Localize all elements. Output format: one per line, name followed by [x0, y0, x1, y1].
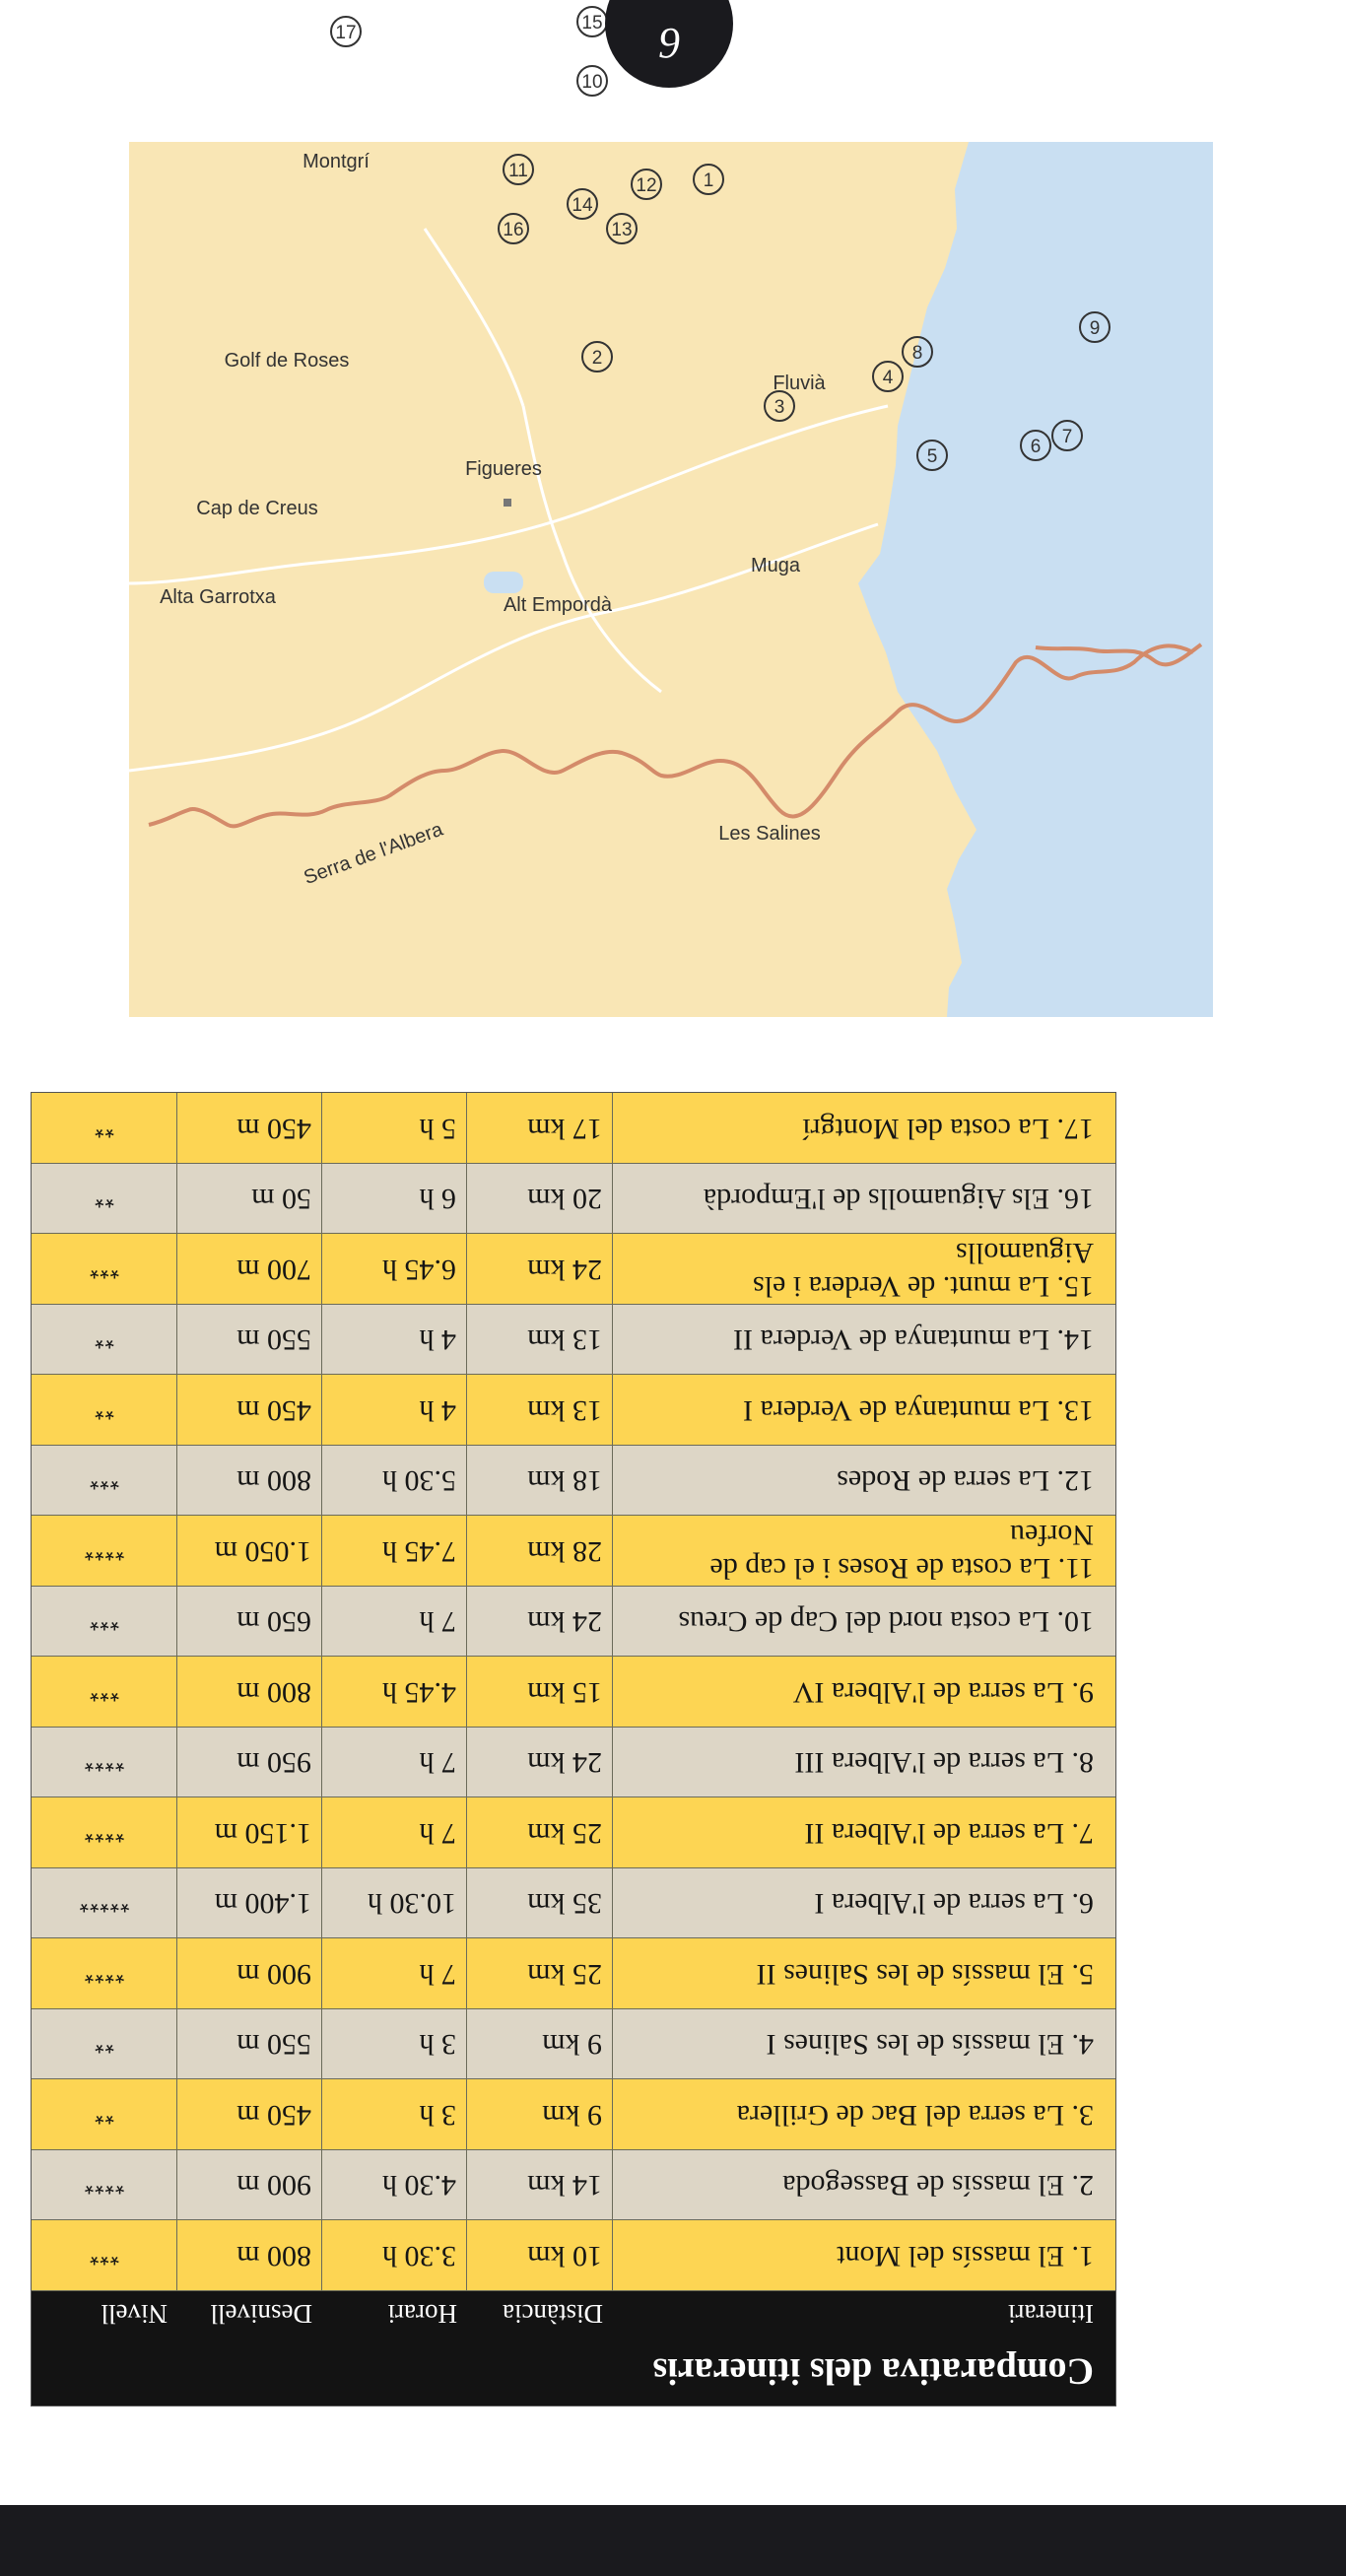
- cell-horari: 4 h: [322, 1305, 467, 1375]
- table-row: [32, 1939, 1115, 2010]
- cell-dist: 18 km: [467, 1446, 613, 1516]
- cell-desnivell: 650 m: [177, 1587, 322, 1657]
- marker-label: 8: [911, 343, 923, 364]
- marker-10: [577, 66, 607, 96]
- marker-label: 3: [774, 397, 785, 418]
- cell-desnivell: 1.400 m: [177, 1868, 322, 1938]
- marker-15: [577, 7, 607, 36]
- cell-name: 11. La costa de Roses i el cap de Norfeu: [709, 1518, 1094, 1585]
- marker-label: 15: [581, 13, 603, 34]
- cell-name: 8. La serra de l'Albera III: [794, 1746, 1094, 1780]
- lake: [484, 572, 523, 593]
- table-row: [32, 2150, 1115, 2221]
- label-muga: Muga: [750, 555, 801, 576]
- marker-label: 4: [882, 368, 894, 388]
- table-row: [32, 1235, 1115, 1306]
- table-row: [32, 1305, 1115, 1376]
- cell-dist: 24 km: [467, 1235, 613, 1305]
- cell-name: 1. El massís del Mont: [837, 2239, 1094, 2272]
- cell-nivell: ***: [32, 1658, 177, 1728]
- cell-dist: 35 km: [467, 1868, 613, 1938]
- header-itinerari: Itinerari: [1008, 2299, 1094, 2330]
- cell-name: 13. La muntanya de Verdera I: [743, 1393, 1094, 1427]
- table-body: [32, 1094, 1115, 2292]
- cell-horari: 5.30 h: [322, 1446, 467, 1516]
- marker-label: 5: [926, 446, 938, 467]
- cell-horari: 4.45 h: [322, 1658, 467, 1728]
- cell-dist: 17 km: [467, 1094, 613, 1164]
- marker-label: 16: [503, 220, 524, 240]
- marker-label: 1: [703, 170, 714, 191]
- cell-dist: 25 km: [467, 1939, 613, 2009]
- cell-dist: 9 km: [467, 2080, 613, 2150]
- label-alta-garrotxa: Alta Garrotxa: [160, 586, 276, 608]
- cell-nivell: ***: [32, 1446, 177, 1516]
- cell-nivell: **: [32, 1305, 177, 1375]
- cell-nivell: ***: [32, 1235, 177, 1305]
- cell-desnivell: 450 m: [177, 1094, 322, 1164]
- itineraries-table: [31, 1093, 1116, 2407]
- cell-desnivell: 550 m: [177, 1305, 322, 1375]
- cell-desnivell: 450 m: [177, 2080, 322, 2150]
- marker-label: 14: [572, 195, 593, 216]
- table-row: [32, 1658, 1115, 1729]
- table-row: [32, 1587, 1115, 1658]
- cell-desnivell: 1.150 m: [177, 1798, 322, 1868]
- cell-dist: 20 km: [467, 1164, 613, 1234]
- cell-nivell: ****: [32, 2150, 177, 2220]
- cell-name: 4. El massís de les Salines I: [766, 2028, 1094, 2062]
- cell-dist: 13 km: [467, 1376, 613, 1446]
- marker-label: 6: [1030, 437, 1042, 457]
- cell-desnivell: 900 m: [177, 1939, 322, 2009]
- label-alt-emporda: Alt Empordà: [503, 594, 613, 616]
- cell-name: 7. La serra de l'Albera II: [804, 1816, 1094, 1850]
- marker-label: 13: [611, 220, 633, 240]
- cell-dist: 15 km: [467, 1658, 613, 1728]
- marker-label: 11: [508, 161, 528, 181]
- cell-horari: 7 h: [322, 1939, 467, 2009]
- marker-label: 7: [1061, 427, 1073, 447]
- cell-name: 5. El massís de les Salines II: [756, 1957, 1094, 1991]
- cell-nivell: **: [32, 1376, 177, 1446]
- marker-label: 9: [1089, 318, 1101, 339]
- cell-horari: 6.45 h: [322, 1235, 467, 1305]
- cell-name: 2. El massís de Bassegoda: [782, 2169, 1094, 2203]
- cell-dist: 25 km: [467, 1798, 613, 1868]
- table-row: [32, 1094, 1115, 1165]
- cell-nivell: **: [32, 1164, 177, 1234]
- cell-nivell: ****: [32, 1728, 177, 1797]
- cell-name: 14. La muntanya de Verdera II: [733, 1323, 1094, 1357]
- cell-horari: 3 h: [322, 2080, 467, 2150]
- cell-nivell: ****: [32, 1939, 177, 2009]
- label-fluvia: Fluvià: [773, 373, 826, 394]
- cell-desnivell: 50 m: [177, 1164, 322, 1234]
- label-golf-roses: Golf de Roses: [224, 350, 350, 372]
- cell-horari: 7 h: [322, 1587, 467, 1657]
- cell-nivell: **: [32, 2080, 177, 2150]
- cell-desnivell: 900 m: [177, 2150, 322, 2220]
- table-title: Comparativa dels itineraris: [32, 2337, 1115, 2406]
- marker-17: [331, 17, 361, 46]
- cell-nivell: ****: [32, 1798, 177, 1868]
- cell-dist: 14 km: [467, 2150, 613, 2220]
- cell-horari: 10.30 h: [322, 1868, 467, 1938]
- table-row: [32, 1164, 1115, 1235]
- emporda-map: [129, 13, 1213, 1017]
- cell-nivell: *****: [32, 1868, 177, 1938]
- cell-name: 3. La serra del Bac de Grillera: [736, 2098, 1094, 2132]
- cell-dist: 10 km: [467, 2221, 613, 2291]
- cell-desnivell: 800 m: [177, 1658, 322, 1728]
- table-row: [32, 1728, 1115, 1798]
- page-number-badge: [605, 0, 733, 88]
- marker-label: 17: [335, 23, 357, 43]
- cell-name: 9. La serra de l'Albera IV: [792, 1675, 1094, 1709]
- table-row: [32, 2009, 1115, 2080]
- cell-name: 17. La costa del Montgrí: [802, 1112, 1094, 1145]
- cell-dist: 13 km: [467, 1305, 613, 1375]
- header-desnivell: Desnivell: [210, 2299, 312, 2330]
- page-top-band: [0, 2505, 1346, 2576]
- header-horari: Horari: [387, 2299, 457, 2330]
- table-row: [32, 2221, 1115, 2292]
- cell-horari: 4 h: [322, 1376, 467, 1446]
- cell-desnivell: 950 m: [177, 1728, 322, 1797]
- marker-label: 2: [591, 348, 603, 369]
- cell-horari: 7.45 h: [322, 1517, 467, 1587]
- cell-desnivell: 450 m: [177, 1376, 322, 1446]
- cell-nivell: **: [32, 1094, 177, 1164]
- cell-dist: 28 km: [467, 1517, 613, 1587]
- cell-name: 6. La serra de l'Albera I: [814, 1887, 1094, 1921]
- cell-nivell: ***: [32, 2221, 177, 2291]
- marker-label: 12: [636, 175, 657, 196]
- cell-horari: 7 h: [322, 1798, 467, 1868]
- table-row: [32, 1798, 1115, 1869]
- table-row: [32, 1446, 1115, 1517]
- table-row: [32, 1517, 1115, 1588]
- cell-horari: 4.30 h: [322, 2150, 467, 2220]
- cell-dist: 24 km: [467, 1587, 613, 1657]
- cell-name: 16. Els Aiguamolls de l'Empordà: [703, 1183, 1094, 1216]
- label-cap-creus: Cap de Creus: [196, 498, 318, 519]
- table-header: [32, 2291, 1115, 2337]
- cell-name: 15. La munt. de Verdera i els Aiguamolls: [752, 1236, 1094, 1303]
- cell-dist: 24 km: [467, 1728, 613, 1797]
- cell-horari: 6 h: [322, 1164, 467, 1234]
- cell-desnivell: 700 m: [177, 1235, 322, 1305]
- label-figueres: Figueres: [465, 458, 542, 480]
- cell-name: 12. La serra de Rodes: [837, 1464, 1094, 1498]
- label-les-salines: Les Salines: [718, 823, 821, 845]
- cell-horari: 3 h: [322, 2009, 467, 2079]
- header-nivell: Nivell: [101, 2299, 168, 2330]
- cell-nivell: ***: [32, 1587, 177, 1657]
- label-serra-albera: Serra de l'Albera: [301, 818, 446, 890]
- table-row: [32, 2080, 1115, 2151]
- figueres-dot: [504, 499, 511, 507]
- cell-horari: 5 h: [322, 1094, 467, 1164]
- cell-name: 10. La costa nord del Cap de Creus: [678, 1605, 1094, 1639]
- table-row: [32, 1376, 1115, 1447]
- cell-horari: 7 h: [322, 1728, 467, 1797]
- page-number: 9: [658, 19, 680, 67]
- cell-desnivell: 800 m: [177, 1446, 322, 1516]
- table-row: [32, 1868, 1115, 1939]
- cell-dist: 9 km: [467, 2009, 613, 2079]
- cell-nivell: ****: [32, 1517, 177, 1587]
- cell-nivell: **: [32, 2009, 177, 2079]
- cell-desnivell: 550 m: [177, 2009, 322, 2079]
- cell-desnivell: 800 m: [177, 2221, 322, 2291]
- label-montgri: Montgrí: [303, 151, 370, 172]
- cell-horari: 3.30 h: [322, 2221, 467, 2291]
- header-distancia: Distància: [503, 2299, 603, 2330]
- marker-label: 10: [581, 72, 603, 93]
- cell-desnivell: 1.050 m: [177, 1517, 322, 1587]
